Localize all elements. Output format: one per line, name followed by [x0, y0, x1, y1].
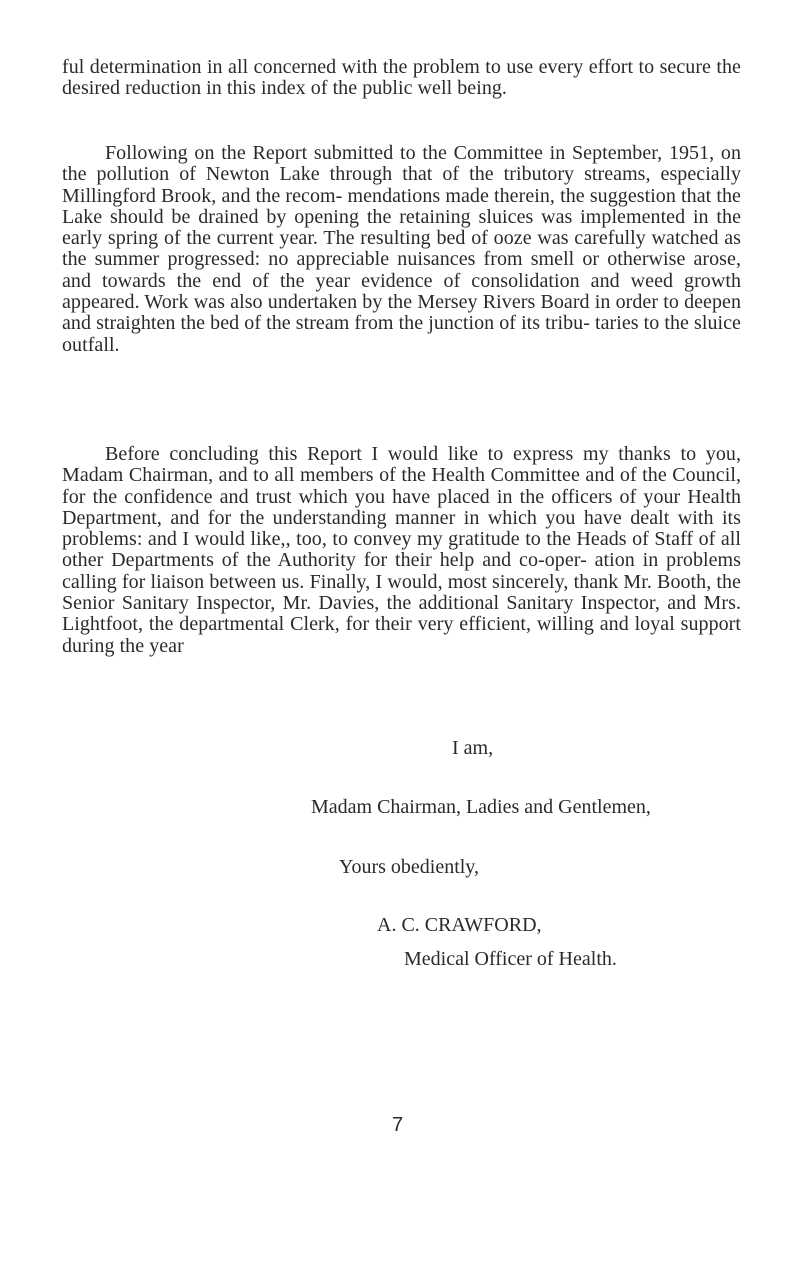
valediction-line: Yours obediently, — [339, 856, 480, 878]
page-number: 7 — [392, 1114, 404, 1136]
salutation-line: Madam Chairman, Ladies and Gentlemen, — [311, 796, 651, 818]
closing-line: I am, — [452, 737, 494, 759]
paragraph-acknowledgements: Before concluding this Report I would like to express my thanks to you, Madam Chairman, and to all members of the Health Committee and of the Council, for the confidence and trust which you have placed in the officers of your Health Department, and for the understanding manner in which you have dealt with its problems: and I would like,, too, to convey my gratitude to the Heads of Staff of all other Departments of the Authority for their help and co-oper- ation in problems calling for liaison between us. Finally, I would, most sincerely, thank Mr. Booth, the Senior Sanitary Inspector, Mr. Davies, the additional Sanitary Inspector, and Mrs. Lightfoot, the departmental Clerk, for their very efficient, willing and loyal support during the year — [62, 443, 741, 657]
paragraph-continuation: ful determination in all concerned with the problem to use every effort to secure the desired reduction in this index of the public well being. — [62, 56, 741, 100]
signatory-name: A. C. CRAWFORD, — [377, 914, 542, 936]
signatory-title: Medical Officer of Health. — [404, 948, 617, 970]
paragraph-newton-lake: Following on the Report submitted to the Committee in September, 1951, on the pollution of Newton Lake through that of the tributory streams, especially Millingford Brook, and the recom- mendations made therein, the suggestion that the Lake should be drained by opening the retaining sluices was implemented in the early spring of the current year. The resulting bed of ooze was carefully watched as the summer progressed: no appreciable nuisances from smell or otherwise arose, and towards the end of the year evidence of consolidation and weed growth appeared. Work was also undertaken by the Mersey Rivers Board in order to deepen and straighten the bed of the stream from the junction of its tribu- taries to the sluice outfall. — [62, 142, 741, 356]
